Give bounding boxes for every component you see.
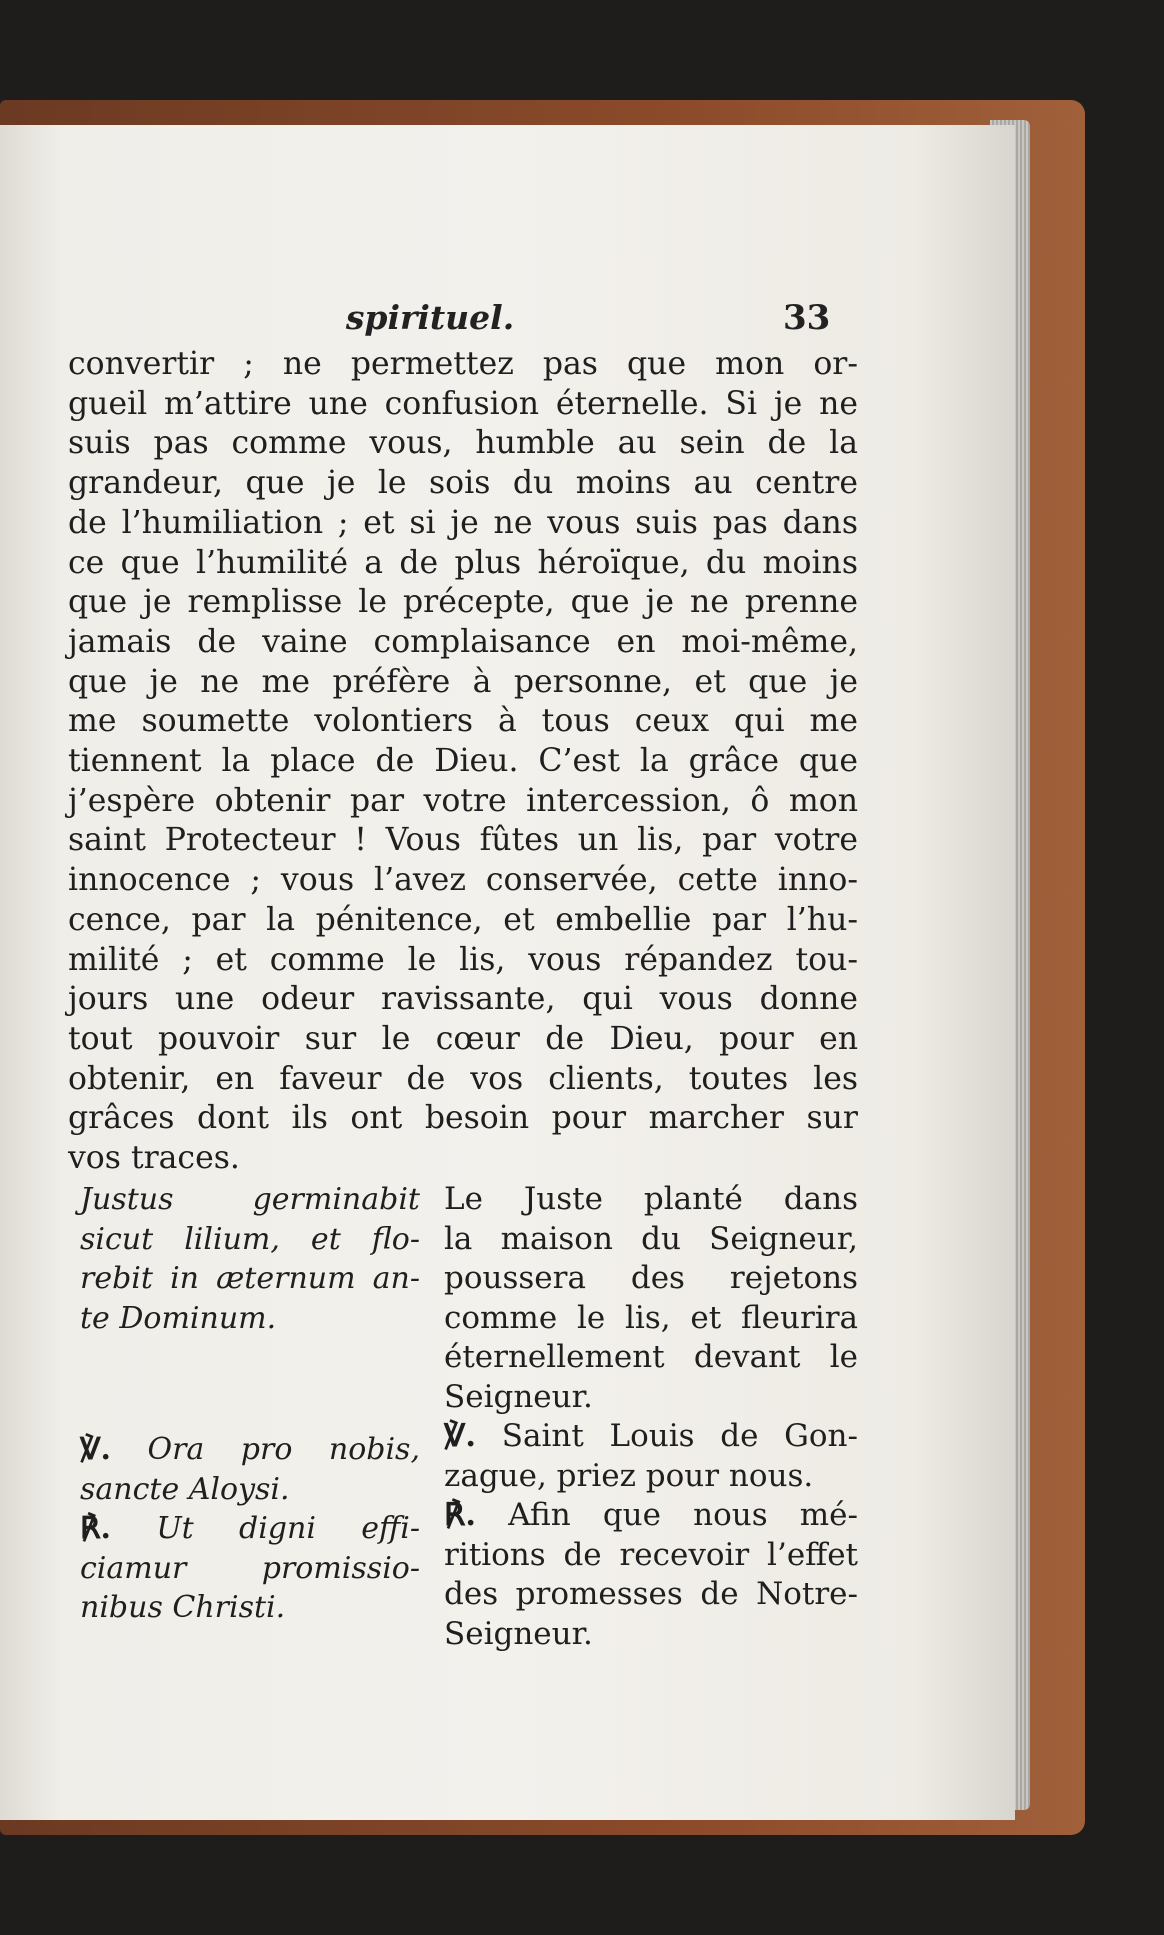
latin-line: Ora pro nobis,: [147, 1432, 420, 1467]
text-line: innocence ; vous l’avez conservée, cette inno-: [68, 862, 858, 899]
text-line: cence, par la pénitence, et embellie par l’hu-: [68, 901, 858, 938]
french-line: ritions de recevoir l’effet: [444, 1536, 858, 1573]
running-title: spirituel.: [345, 298, 515, 337]
text-line: suis pas comme vous, humble au sein de la: [68, 425, 858, 462]
french-line: zague, priez pour nous.: [444, 1457, 814, 1494]
latin-column: [80, 1180, 420, 1628]
text-line: gueil m’attire une confusion éternelle. Si je ne: [68, 385, 858, 422]
latin-line: rebit in æternum an-: [80, 1261, 420, 1296]
french-line: Seigneur.: [444, 1378, 593, 1415]
text-line: vos traces.: [68, 1140, 240, 1177]
french-line: la maison du Seigneur,: [444, 1220, 858, 1257]
latin-line: sancte Aloysi.: [80, 1471, 290, 1507]
text-line: jours une odeur ravissante, qui vous donne: [68, 981, 858, 1018]
text-line: jamais de vaine complaisance en moi-même,: [68, 623, 858, 660]
french-line: Seigneur.: [444, 1615, 593, 1652]
text-line: ce que l’humilité a de plus héroïque, du moins: [68, 544, 858, 581]
parallel-columns: [68, 1180, 858, 1660]
latin-versicle: [80, 1430, 420, 1470]
page-number: 33: [783, 298, 831, 338]
latin-line: ciamur promissio-: [80, 1550, 420, 1586]
text-line: convertir ; ne permettez pas que mon or-: [68, 346, 858, 382]
text-line: que je remplisse le précepte, que je ne prenne: [68, 584, 858, 621]
french-line: comme le lis, et fleurira: [444, 1299, 858, 1336]
latin-line: nibus Christi.: [80, 1590, 286, 1625]
versicle-mark: ℣.: [444, 1418, 476, 1454]
page-header: [0, 298, 860, 348]
french-line: des promesses de Notre-: [444, 1576, 858, 1612]
french-line: Le Juste planté dans: [444, 1181, 858, 1217]
latin-line: te Dominum.: [80, 1300, 277, 1336]
french-line: éternellement devant le: [444, 1339, 858, 1375]
latin-line: Ut digni effi-: [156, 1511, 420, 1546]
text-line: tout pouvoir sur le cœur de Dieu, pour en: [68, 1020, 858, 1057]
french-response: [444, 1496, 858, 1536]
french-line: Saint Louis de Gon-: [501, 1418, 858, 1454]
response-mark: ℟.: [80, 1511, 111, 1546]
text-line: obtenir, en faveur de vos clients, toutes les: [68, 1060, 858, 1097]
text-line: de l’humiliation ; et si je ne vous suis pas dans: [68, 504, 858, 541]
latin-line: sicut lilium, et flo-: [80, 1221, 420, 1257]
response-mark: ℟.: [444, 1497, 476, 1533]
text-line: tiennent la place de Dieu. C’est la grâce que: [68, 743, 858, 780]
text-line: saint Protecteur ! Vous fûtes un lis, par votre: [68, 822, 858, 859]
text-line: j’espère obtenir par votre intercession, ô mon: [68, 782, 858, 819]
french-line: poussera des rejetons: [444, 1260, 858, 1296]
text-line: grandeur, que je le sois du moins au centre: [68, 465, 858, 502]
versicle-mark: ℣.: [80, 1432, 111, 1467]
prayer-text: [68, 345, 858, 1179]
text-line: me soumette volontiers à tous ceux qui me: [68, 703, 858, 740]
french-versicle: [444, 1417, 858, 1457]
french-line: Afin que nous mé-: [508, 1497, 859, 1533]
text-line: milité ; et comme le lis, vous répandez tou-: [68, 941, 858, 978]
text-line: grâces dont ils ont besoin pour marcher sur: [68, 1100, 858, 1137]
latin-line: Justus germinabit: [80, 1182, 420, 1217]
latin-response: [80, 1509, 420, 1549]
text-line: que je ne me préfère à personne, et que je: [68, 663, 858, 700]
french-column: [444, 1180, 858, 1654]
